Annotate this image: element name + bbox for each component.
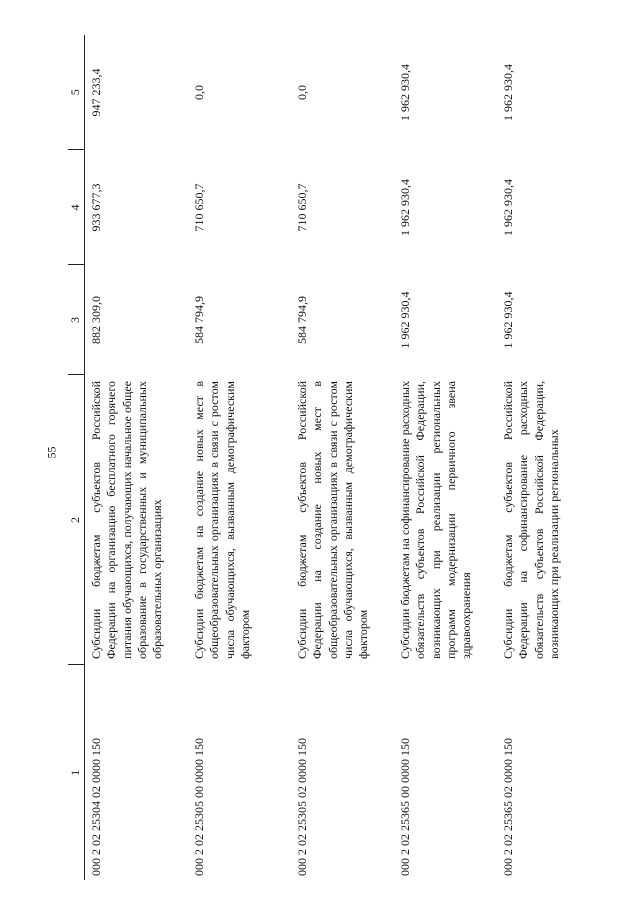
value-col-5: 947 233,4 (89, 68, 103, 117)
budget-code: 000 2 02 25305 00 0000 150 (192, 738, 206, 876)
header-col-4: 4 (68, 150, 85, 265)
table-row (394, 35, 497, 880)
value-col-5: 0,0 (295, 85, 309, 100)
table-row (85, 35, 189, 880)
description: Субсидии бюджетам субъектов Российской Федерации на создание новых мест в общеобразовательных организациях в связи с ростом числа обучающихся, вызванным демографическим фактором (295, 381, 371, 659)
budget-code: 000 2 02 25305 02 0000 150 (295, 738, 309, 876)
value-col-4: 933 677,3 (89, 183, 103, 232)
table-row (291, 35, 394, 880)
value-col-5: 1 962 930,4 (398, 64, 412, 121)
value-col-5: 1 962 930,4 (501, 64, 515, 121)
value-col-5: 0,0 (192, 85, 206, 100)
value-col-3: 584 794,9 (192, 296, 206, 344)
value-col-4: 710 650,7 (192, 183, 206, 232)
table-row (188, 35, 291, 880)
value-col-3: 1 962 930,4 (398, 291, 412, 349)
description: Субсидии бюджетам на софинансирование расходных обязательств субъектов Российской Федерации, возникающих при реализации региональных программ модернизации первичного звена здравоохранения (398, 381, 474, 659)
budget-code: 000 2 02 25365 00 0000 150 (398, 738, 412, 876)
value-col-4: 710 650,7 (295, 183, 309, 232)
budget-code: 000 2 02 25365 02 0000 150 (501, 738, 515, 876)
value-col-3: 882 309,0 (89, 296, 103, 344)
description: Субсидии бюджетам субъектов Российской Федерации на софинансирование расходных обязательств субъектов Российской Федерации, возникающих при реализации региональных (501, 381, 562, 659)
header-row (68, 35, 85, 880)
budget-table (68, 35, 600, 880)
description: Субсидии бюджетам субъектов Российской Федерации на организацию бесплатного горячего питания обучающихся, получающих начальное общее образование в государственных и муниципальных образовательных организациях (89, 381, 165, 659)
value-col-4: 1 962 930,4 (398, 179, 412, 236)
page-number: 55 (44, 446, 59, 459)
budget-table-container (68, 35, 603, 880)
header-col-1: 1 (68, 665, 85, 880)
value-col-3: 584 794,9 (295, 296, 309, 344)
budget-code: 000 2 02 25304 02 0000 150 (89, 738, 103, 876)
value-col-4: 1 962 930,4 (501, 179, 515, 236)
value-col-3: 1 962 930,4 (501, 291, 515, 349)
table-row (497, 35, 600, 880)
description: Субсидии бюджетам на создание новых мест в общеобразовательных организациях в связи с ростом числа обучающихся, вызванным демографическим фактором (192, 381, 253, 659)
header-col-2: 2 (68, 375, 85, 665)
header-col-3: 3 (68, 265, 85, 375)
header-col-5: 5 (68, 35, 85, 150)
